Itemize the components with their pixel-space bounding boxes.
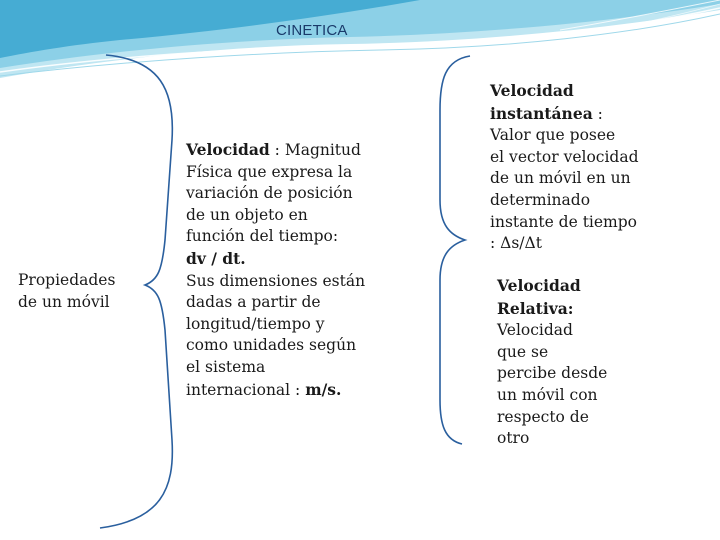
definition-line: longitud/tiempo y: [186, 314, 325, 333]
term-velocidad: Velocidad: [186, 140, 270, 159]
definition-last-line: [186, 379, 376, 402]
definition-line: variación de posición: [186, 184, 353, 203]
formula-delta: : Δs/Δt: [490, 234, 542, 253]
definition-line: función del tiempo:: [186, 227, 339, 246]
term-suffix: : Magnitud: [269, 141, 361, 159]
definition-line: instante de tiempo: [490, 212, 638, 231]
left-label-line: de un móvil: [18, 292, 110, 311]
definition-line: como unidades según: [186, 336, 357, 355]
definition-velocidad-relativa: [497, 275, 627, 450]
definition-line: de un objeto en: [186, 205, 308, 224]
left-label: [18, 270, 128, 313]
definition-line: de un móvil en un: [490, 169, 631, 188]
definition-velocidad: [186, 139, 376, 401]
definition-line: Sus dimensiones están: [186, 271, 366, 290]
definition-line: Valor que posee: [490, 126, 616, 145]
definition-line: un móvil con: [497, 385, 598, 404]
definition-line: el sistema: [186, 357, 266, 376]
slide-title: CINETICA: [276, 22, 348, 39]
units-prefix: internacional :: [186, 380, 306, 399]
definition-line: Velocidad: [497, 321, 573, 340]
definition-line: el vector velocidad: [490, 147, 639, 166]
term-line: [497, 298, 627, 321]
term-text: Velocidad: [490, 81, 574, 100]
definition-line: otro: [497, 429, 530, 448]
term-line: [490, 80, 650, 103]
right-brace: [440, 56, 470, 444]
term-line: [490, 103, 650, 126]
definition-line: Física que expresa la: [186, 162, 353, 181]
definition-line: respecto de: [497, 407, 589, 426]
definition-first-line: [186, 139, 376, 162]
left-label-line: Propiedades: [18, 271, 116, 289]
term-text: instantánea: [490, 103, 593, 123]
definition-line: percibe desde: [497, 364, 608, 383]
units-value: m/s.: [305, 379, 342, 399]
definition-line: determinado: [490, 190, 591, 209]
term-line: [497, 275, 627, 298]
definition-line: que se: [497, 342, 549, 361]
term-text: Relativa:: [497, 298, 574, 318]
formula-dv-dt: [186, 248, 376, 271]
formula-text: dv / dt.: [186, 248, 246, 268]
definition-velocidad-instantanea: [490, 80, 650, 255]
term-text: Velocidad: [497, 276, 581, 295]
definition-line: dadas a partir de: [186, 293, 321, 312]
term-suffix: :: [592, 104, 603, 123]
